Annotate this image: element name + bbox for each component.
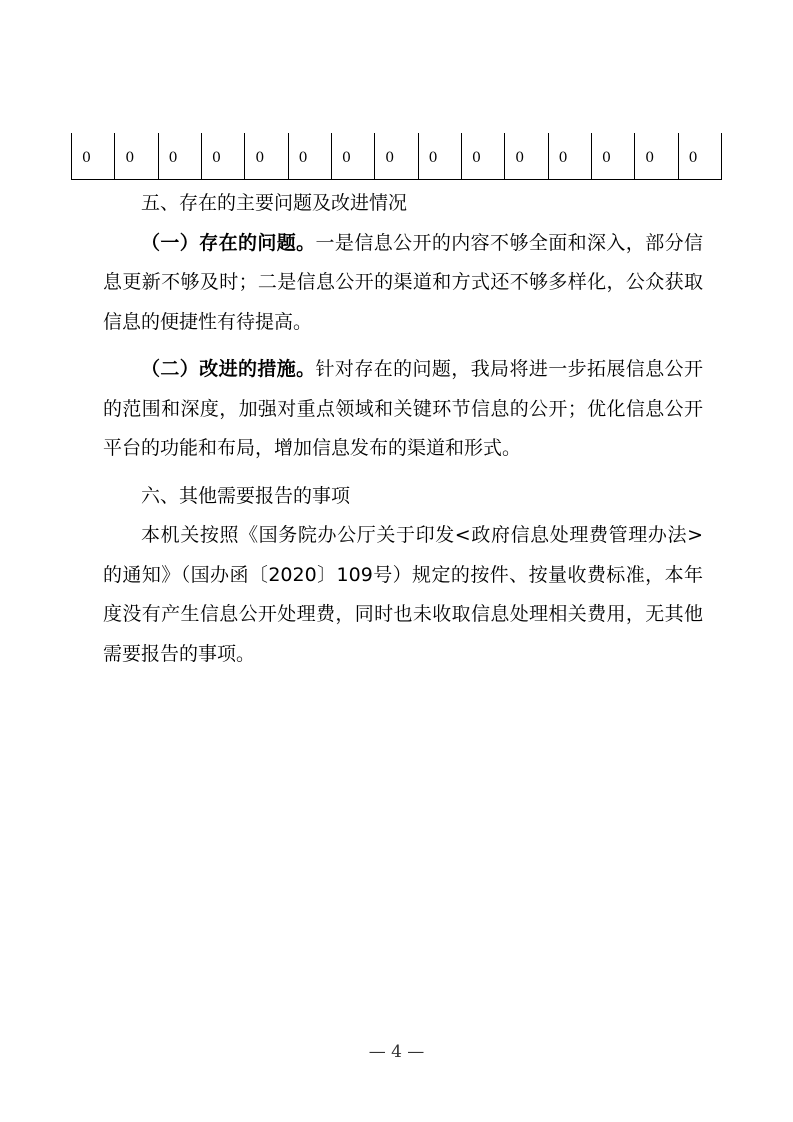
section-5-heading: 五、存在的主要问题及改进情况 bbox=[141, 192, 408, 214]
cell-value: 0 bbox=[82, 150, 91, 166]
table-cell bbox=[244, 133, 287, 179]
table-cell bbox=[158, 133, 201, 179]
cell-value: 0 bbox=[601, 150, 611, 166]
other-matters-paragraph: 本机关按照《国务院办公厅关于印发<政府信息处理费管理办法>的通知》（国办函〔2020〕109号）规定的按件、按量收费标准，本年度没有产生信息公开处理费，同时也未收取信息处理相关费用，无其他需要报告的事项。 bbox=[103, 524, 703, 665]
page-number: — 4 — bbox=[368, 1042, 425, 1062]
section-6-heading: 六、其他需要报告的事项 bbox=[141, 484, 351, 507]
improvements-paragraph bbox=[103, 350, 703, 469]
table-cell bbox=[634, 133, 677, 179]
table-cell bbox=[591, 133, 634, 179]
improvements-label: （二）改进的措施。 bbox=[141, 358, 316, 380]
cell-value: 0 bbox=[125, 150, 135, 166]
table-cell bbox=[504, 133, 547, 179]
table-cell bbox=[418, 133, 461, 179]
cell-value: 0 bbox=[645, 150, 655, 166]
document-body bbox=[103, 184, 703, 674]
table-cell bbox=[331, 133, 374, 179]
cell-value: 0 bbox=[255, 150, 265, 166]
cell-value: 0 bbox=[211, 150, 221, 166]
table-cell bbox=[114, 133, 157, 179]
table-cell bbox=[288, 133, 331, 179]
cell-value: 0 bbox=[688, 150, 698, 166]
cell-value: 0 bbox=[341, 150, 351, 166]
problems-text: 一是信息公开的内容不够全面和深入，部分信息更新不够及时；二是信息公开的渠道和方式还不够多样化，公众获取信息的便捷性有待提高。 bbox=[103, 231, 703, 333]
table-cell bbox=[71, 133, 114, 179]
table-cell bbox=[678, 133, 722, 179]
table-last-row bbox=[71, 133, 722, 180]
table-cell bbox=[461, 133, 504, 179]
cell-value: 0 bbox=[168, 150, 178, 166]
cell-value: 0 bbox=[298, 150, 308, 166]
cell-value: 0 bbox=[428, 150, 438, 166]
problems-paragraph bbox=[103, 224, 703, 343]
cell-value: 0 bbox=[471, 150, 481, 166]
table-cell bbox=[201, 133, 244, 179]
cell-value: 0 bbox=[558, 150, 568, 166]
problems-label: （一）存在的问题。 bbox=[141, 231, 316, 254]
table-cell bbox=[548, 133, 591, 179]
cell-value: 0 bbox=[385, 150, 395, 166]
table-cell bbox=[374, 133, 417, 179]
improvements-text: 针对存在的问题，我局将进一步拓展信息公开的范围和深度，加强对重点领域和关键环节信息的公开；优化信息公开平台的功能和布局，增加信息发布的渠道和形式。 bbox=[103, 358, 703, 459]
cell-value: 0 bbox=[515, 150, 525, 166]
